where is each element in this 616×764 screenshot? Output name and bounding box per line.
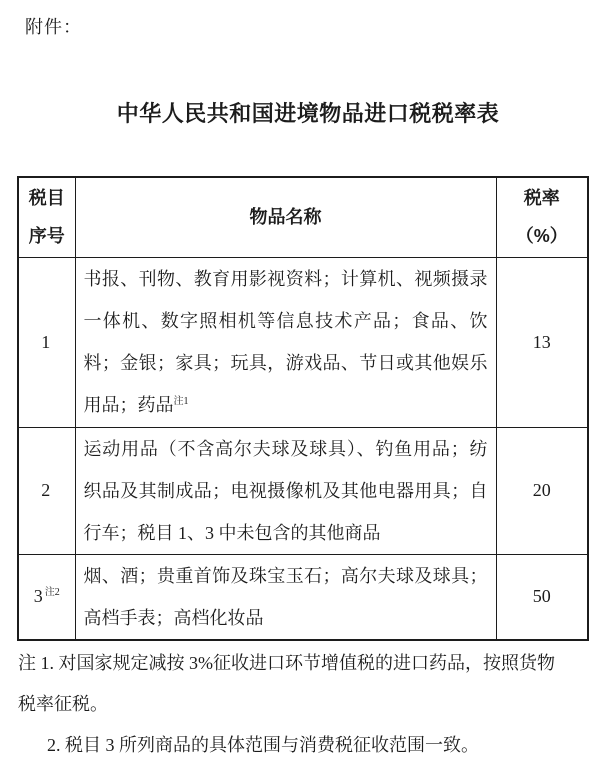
header-article-name: 物品名称 [75, 177, 496, 257]
article-name-text: 烟、酒；贵重首饰及珠宝玉石；高尔夫球及球具；高档手表；高档化妆品 [83, 565, 488, 628]
header-tax-item-line1: 税目 [28, 188, 65, 209]
footnote-1-line-2: 税率征税。 [18, 694, 108, 714]
footnote-ref-1: 注1 [173, 396, 189, 407]
header-tax-rate-line1: 税率 [523, 188, 560, 209]
footnote-1-line-1: 注 1. 对国家规定减按 3%征收进口环节增值税的进口药品，按照货物 [18, 653, 555, 673]
tax-rate-cell: 13 [496, 257, 588, 427]
header-tax-rate [496, 177, 588, 257]
tax-rate-table [17, 176, 589, 641]
attachment-label: 附件： [25, 17, 82, 37]
tax-item-number-cell [18, 257, 75, 427]
table-header-row [18, 177, 588, 257]
article-name-text: 运动用品（不含高尔夫球及球具）、钓鱼用品；纺织品及其制成品；电视摄像机及其他电器用具；自行车；税目 1、3 中未包含的其他商品 [83, 438, 488, 543]
footnotes [18, 643, 602, 764]
tax-rate-cell: 20 [496, 427, 588, 554]
article-name-text: 书报、刊物、教育用影视资料；计算机、视频摄录一体机、数字照相机等信息技术产品；食品、饮料；金银；家具；玩具，游戏品、节日或其他娱乐用品；药品 [83, 269, 488, 415]
article-name-cell [75, 427, 496, 554]
table-row [18, 554, 588, 640]
tax-rate-cell: 50 [496, 554, 588, 640]
tax-item-number-cell [18, 427, 75, 554]
tax-item-number: 3 [33, 586, 43, 606]
article-name-cell [75, 257, 496, 427]
header-tax-item-number [18, 177, 75, 257]
table-row [18, 257, 588, 427]
footnote-ref-2: 注2 [44, 587, 60, 598]
header-tax-item-line2: 序号 [28, 226, 65, 247]
table-row [18, 427, 588, 554]
header-tax-rate-line2: （%） [515, 226, 568, 247]
tax-item-number-cell [18, 554, 75, 640]
footnote-2: 2. 税目 3 所列商品的具体范围与消费税征收范围一致。 [47, 735, 479, 755]
tax-item-number: 1 [41, 331, 51, 352]
article-name-cell [75, 554, 496, 640]
page-title: 中华人民共和国进境物品进口税税率表 [116, 101, 500, 126]
tax-item-number: 2 [41, 480, 51, 500]
